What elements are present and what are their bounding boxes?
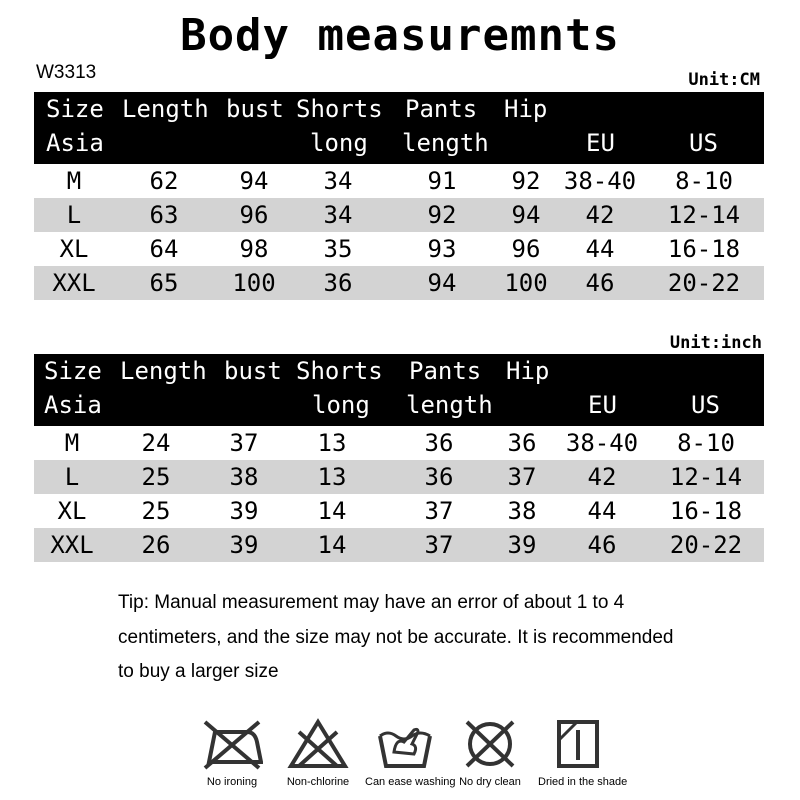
cell-pants: 94 xyxy=(427,269,457,297)
cell-shorts: 35 xyxy=(323,235,353,263)
cell-pants: 92 xyxy=(427,201,457,229)
cell-length: 62 xyxy=(149,167,179,195)
table-row xyxy=(34,494,764,528)
cell-size: XL xyxy=(59,235,89,263)
tip-line: to buy a larger size xyxy=(118,661,279,682)
table-row xyxy=(34,266,764,300)
cell-eu: 46 xyxy=(587,531,617,559)
care-item-non-chlorine xyxy=(278,718,358,788)
header-us: US xyxy=(689,129,718,157)
cell-shorts: 14 xyxy=(317,497,347,525)
cell-bust: 100 xyxy=(232,269,276,297)
header-shorts-long: long xyxy=(312,391,370,419)
cell-length: 65 xyxy=(149,269,179,297)
header-eu: EU xyxy=(588,391,617,419)
header-pants: Pants xyxy=(405,95,478,123)
care-label: Can ease washing xyxy=(365,776,456,788)
cell-pants: 36 xyxy=(424,463,454,491)
cell-pants: 91 xyxy=(427,167,457,195)
cell-size: L xyxy=(64,463,80,491)
cell-us: 20-22 xyxy=(667,269,741,297)
care-item-no-ironing xyxy=(192,718,272,788)
no-dry-clean-icon xyxy=(459,718,521,770)
page-title: Body measuremnts xyxy=(180,10,620,61)
cell-hip: 100 xyxy=(504,269,548,297)
size-table-inch xyxy=(34,354,764,562)
cell-hip: 38 xyxy=(507,497,537,525)
cell-us: 8-10 xyxy=(675,167,733,195)
cell-size: M xyxy=(64,429,80,457)
cell-bust: 94 xyxy=(239,167,269,195)
header-pants: Pants xyxy=(409,357,482,385)
header-us: US xyxy=(691,391,720,419)
tip-line: centimeters, and the size may not be accurate. It is recommended xyxy=(118,626,674,648)
cell-us: 16-18 xyxy=(669,497,743,525)
hand-wash-icon xyxy=(374,718,436,770)
cell-eu: 46 xyxy=(585,269,615,297)
header-pants-length: length xyxy=(406,391,493,419)
cell-hip: 96 xyxy=(511,235,541,263)
header-length: Length xyxy=(120,357,207,385)
table-row xyxy=(34,198,764,232)
table-row xyxy=(34,232,764,266)
cell-us: 20-22 xyxy=(669,531,743,559)
cell-hip: 37 xyxy=(507,463,537,491)
cell-eu: 42 xyxy=(585,201,615,229)
header-bust: bust xyxy=(226,95,284,123)
cell-eu: 38-40 xyxy=(565,429,639,457)
header-size: Size xyxy=(46,95,104,123)
tip-line: Tip: Manual measurement may have an error of about 1 to 4 xyxy=(118,592,625,613)
header-asia: Asia xyxy=(44,391,102,419)
table-row xyxy=(34,460,764,494)
cell-bust: 39 xyxy=(229,531,259,559)
unit-label-cm: Unit:CM xyxy=(688,70,760,90)
cell-bust: 98 xyxy=(239,235,269,263)
table-row xyxy=(34,528,764,562)
table-row xyxy=(34,426,764,460)
cell-bust: 96 xyxy=(239,201,269,229)
header-shorts: Shorts xyxy=(296,357,383,385)
cell-length: 26 xyxy=(141,531,171,559)
cell-bust: 37 xyxy=(229,429,259,457)
cell-length: 25 xyxy=(141,463,171,491)
header-asia: Asia xyxy=(46,129,104,157)
cell-shorts: 34 xyxy=(323,167,353,195)
header-eu: EU xyxy=(586,129,615,157)
cell-length: 63 xyxy=(149,201,179,229)
cell-pants: 37 xyxy=(424,531,454,559)
cell-shorts: 14 xyxy=(317,531,347,559)
care-label: No ironing xyxy=(206,776,258,788)
header-hip: Hip xyxy=(506,357,550,385)
dry-in-shade-icon xyxy=(547,718,609,770)
cell-us: 12-14 xyxy=(669,463,743,491)
table-header xyxy=(34,92,764,164)
cell-size: L xyxy=(66,201,82,229)
header-length: Length xyxy=(122,95,209,123)
non-chlorine-icon xyxy=(287,718,349,770)
size-table-cm xyxy=(34,92,764,300)
cell-size: XXL xyxy=(52,269,96,297)
cell-bust: 38 xyxy=(229,463,259,491)
cell-eu: 42 xyxy=(587,463,617,491)
care-label: No dry clean xyxy=(459,776,521,788)
no-ironing-icon xyxy=(201,718,263,770)
cell-eu: 44 xyxy=(587,497,617,525)
cell-shorts: 13 xyxy=(317,429,347,457)
cell-hip: 39 xyxy=(507,531,537,559)
cell-size: XL xyxy=(57,497,87,525)
table-row xyxy=(34,164,764,198)
cell-us: 12-14 xyxy=(667,201,741,229)
cell-shorts: 13 xyxy=(317,463,347,491)
cell-pants: 36 xyxy=(424,429,454,457)
care-item-hand-wash xyxy=(365,718,456,788)
care-item-dry-in-shade xyxy=(538,718,628,788)
header-pants-length: length xyxy=(402,129,489,157)
cell-hip: 94 xyxy=(511,201,541,229)
care-item-no-dry-clean xyxy=(450,718,530,788)
cell-size: XXL xyxy=(50,531,94,559)
cell-bust: 39 xyxy=(229,497,259,525)
cell-pants: 37 xyxy=(424,497,454,525)
cell-shorts: 34 xyxy=(323,201,353,229)
cell-length: 25 xyxy=(141,497,171,525)
table-header xyxy=(34,354,764,426)
header-hip: Hip xyxy=(504,95,548,123)
cell-length: 64 xyxy=(149,235,179,263)
cell-hip: 36 xyxy=(507,429,537,457)
care-label: Non-chlorine xyxy=(286,776,350,788)
cell-eu: 44 xyxy=(585,235,615,263)
header-size: Size xyxy=(44,357,102,385)
care-label: Dried in the shade xyxy=(538,776,628,788)
header-bust: bust xyxy=(224,357,282,385)
header-shorts-long: long xyxy=(310,129,368,157)
cell-eu: 38-40 xyxy=(563,167,637,195)
header-shorts: Shorts xyxy=(296,95,383,123)
cell-us: 16-18 xyxy=(667,235,741,263)
measurement-tip xyxy=(118,586,738,690)
cell-pants: 93 xyxy=(427,235,457,263)
cell-length: 24 xyxy=(141,429,171,457)
cell-shorts: 36 xyxy=(323,269,353,297)
unit-label-inch: Unit:inch xyxy=(669,333,762,353)
product-code: W3313 xyxy=(36,62,97,83)
cell-size: M xyxy=(66,167,82,195)
cell-us: 8-10 xyxy=(677,429,735,457)
cell-hip: 92 xyxy=(511,167,541,195)
